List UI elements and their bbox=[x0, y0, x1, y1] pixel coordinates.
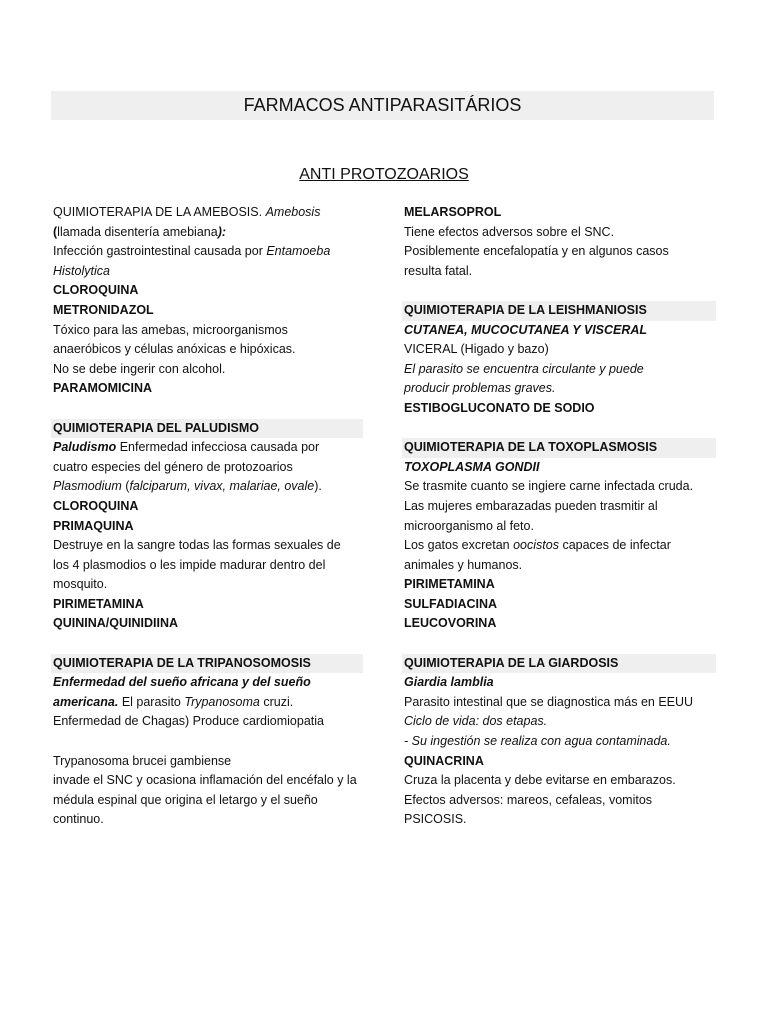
leishmaniosis-types: CUTANEA, MUCOCUTANEA Y VISCERAL bbox=[404, 322, 648, 337]
page-title-bar bbox=[51, 91, 714, 120]
drug-sulfadiacina: SULFADIACINA bbox=[404, 596, 498, 611]
page-title: FARMACOS ANTIPARASITÁRIOS bbox=[243, 95, 522, 115]
drug-cloroquina: CLOROQUINA bbox=[53, 283, 139, 298]
tripanosomosis-heading: QUIMIOTERAPIA DE LA TRIPANOSOMOSIS bbox=[51, 654, 363, 674]
toxoplasmosis-heading: QUIMIOTERAPIA DE LA TOXOPLASMOSIS bbox=[402, 438, 716, 458]
paludismo-description: Paludismo Enfermedad infecciosa causada por cuatro especies del género de protozoarios bbox=[53, 440, 320, 474]
toxo-transmission: Se trasmite cuanto se ingiere carne infectada cruda. bbox=[404, 479, 694, 494]
parasite-circulating-note: El parasito se encuentra circulante y puede producir problemas graves. bbox=[404, 361, 644, 396]
drug-pirimetamina-2: PIRIMETAMINA bbox=[404, 577, 495, 592]
toxo-cats: Los gatos excretan oocistos capaces de infectar animales y humanos. bbox=[404, 538, 671, 572]
visceral-note: VICERAL (Higado y bazo) bbox=[404, 342, 549, 357]
toxoplasma-gondii: TOXOPLASMA GONDII bbox=[404, 459, 540, 474]
amebosis-heading: QUIMIOTERAPIA DE LA AMEBOSIS. Amebosis bbox=[53, 205, 321, 219]
amebosis-description: Infección gastrointestinal causada por Entamoeba Histolytica bbox=[53, 244, 331, 278]
drug-metronidazol: METRONIDAZOL bbox=[53, 302, 154, 317]
drug-quinina: QUININA/QUINIDIINA bbox=[53, 616, 178, 631]
giardia-diagnosis: Parasito intestinal que se diagnostica más en EEUU bbox=[404, 694, 694, 709]
giardia-ingestion: - Su ingestión se realiza con agua contaminada. bbox=[404, 734, 671, 749]
drug-pirimetamina: PIRIMETAMINA bbox=[53, 596, 144, 611]
plasmodium-species: Plasmodium (falciparum, vivax, malariae, ovale). bbox=[53, 479, 322, 494]
giardia-lamblia: Giardia lamblia bbox=[404, 675, 494, 690]
quinacrina-adverse: Efectos adversos: mareos, cefaleas, vomitos bbox=[404, 792, 653, 807]
alcohol-note: No se debe ingerir con alcohol. bbox=[53, 361, 226, 376]
drug-primaquina: PRIMAQUINA bbox=[53, 518, 134, 533]
section-subtitle: ANTI PROTOZOARIOS bbox=[299, 166, 469, 183]
giardosis-heading: QUIMIOTERAPIA DE LA GIARDOSIS bbox=[402, 654, 716, 674]
tripanosomosis-description: Enfermedad del sueño africana y del sueño americana. El parasito Trypanosoma cruzi. bbox=[53, 675, 311, 709]
drug-leucovorina: LEUCOVORINA bbox=[404, 616, 497, 631]
paludismo-heading: QUIMIOTERAPIA DEL PALUDISMO bbox=[51, 419, 363, 439]
left-column bbox=[53, 203, 363, 830]
drug-cloroquina-2: CLOROQUINA bbox=[53, 498, 139, 513]
primaquina-text: Destruye en la sangre todas las formas sexuales de los 4 plasmodios o les impide madurar dentro del mosquito. bbox=[53, 538, 341, 592]
amebosis-paren-line: (llamada disentería amebiana): bbox=[53, 224, 227, 239]
quinacrina-psicosis: PSICOSIS. bbox=[404, 812, 467, 827]
drug-paramomicina: PARAMOMICINA bbox=[53, 381, 153, 396]
chagas-text: Enfermedad de Chagas) Produce cardiomiopatia bbox=[53, 714, 324, 729]
drug-quinacrina: QUINACRINA bbox=[404, 753, 484, 768]
melarsoprol-text: Tiene efectos adversos sobre el SNC. Posiblemente encefalopatía y en algunos casos resulta fatal. bbox=[404, 224, 669, 278]
giardia-life-cycle: Ciclo de vida: dos etapas. bbox=[404, 714, 548, 729]
snc-inflammation-text: invade el SNC y ocasiona inflamación del encéfalo y la médula espinal que origina el letargo y el sueño continuo. bbox=[53, 773, 357, 827]
trypanosoma-brucei: Trypanosoma brucei gambiense bbox=[53, 753, 232, 768]
leishmaniosis-heading: QUIMIOTERAPIA DE LA LEISHMANIOSIS bbox=[402, 301, 716, 321]
metronidazol-text: Tóxico para las amebas, microorganismos anaeróbicos y células anóxicas e hipóxicas. bbox=[53, 322, 296, 357]
right-column bbox=[404, 203, 716, 830]
drug-melarsoprol: MELARSOPROL bbox=[404, 205, 502, 219]
quinacrina-placenta: Cruza la placenta y debe evitarse en embarazos. bbox=[404, 773, 676, 788]
drug-estibogluconato: ESTIBOGLUCONATO DE SODIO bbox=[404, 400, 595, 415]
toxo-pregnancy: Las mujeres embarazadas pueden trasmitir al microorganismo al feto. bbox=[404, 498, 658, 533]
